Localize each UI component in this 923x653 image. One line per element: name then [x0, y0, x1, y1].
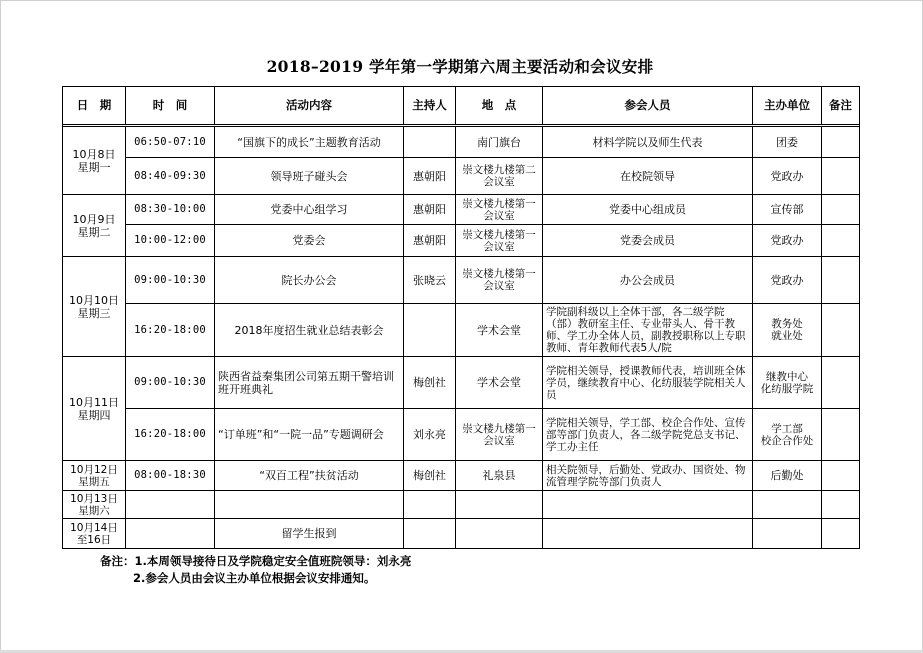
- time-cell: 16:20-18:00: [126, 304, 215, 357]
- organizer-cell: 继教中心 化纺服学院: [753, 357, 822, 409]
- header-attendees: 参会人员: [543, 87, 753, 125]
- organizer-cell: 团委: [753, 127, 822, 158]
- remark-cell: [822, 461, 860, 491]
- page-border-top: [0, 0, 923, 1]
- host-cell: 梅创社: [404, 357, 456, 409]
- activity-cell: “订单班”和“一院一品”专题调研会: [215, 409, 404, 461]
- weekday-label: 星期三: [77, 306, 111, 320]
- activity-cell: “双百工程”扶贫活动: [215, 461, 404, 491]
- date-cell: [63, 257, 126, 357]
- activity-cell: 陕西省益秦集团公司第五期干警培训班开班典礼: [215, 357, 404, 409]
- header-place: 地 点: [456, 87, 543, 125]
- organizer-cell: [753, 491, 822, 519]
- date-cell: [63, 491, 126, 519]
- attendees-cell: 办公会成员: [543, 257, 753, 304]
- attendees-cell: [543, 519, 753, 549]
- place-cell: [456, 519, 543, 549]
- date-label: 10月12日: [70, 463, 118, 476]
- attendees-cell: 学院副科级以上全体干部，各二级学院（部）教研室主任、专业带头人、骨干教师、学工办全体人员，副教授职称以上专职教师、青年教师代表5人/院: [543, 304, 753, 357]
- table-row: [63, 257, 860, 304]
- attendees-cell: 在校院领导: [543, 158, 753, 195]
- place-cell: 南门旗台: [456, 127, 543, 158]
- table-row: [63, 519, 860, 549]
- weekday-label: 星期一: [77, 160, 111, 174]
- time-cell: 08:30-10:00: [126, 195, 215, 225]
- place-cell: 崇文楼九楼第二会议室: [456, 158, 543, 195]
- page-border-left: [0, 0, 1, 653]
- host-cell: 惠朝阳: [404, 195, 456, 225]
- activity-cell: [215, 491, 404, 519]
- attendees-cell: 相关院领导，后勤处、党政办、国资处、物流管理学院等部门负责人: [543, 461, 753, 491]
- footnotes: [100, 553, 411, 587]
- date-cell: [63, 519, 126, 549]
- date-label: 10月14日: [70, 521, 118, 534]
- activity-cell: 2018年度招生就业总结表彰会: [215, 304, 404, 357]
- table-row: [63, 461, 860, 491]
- place-cell: 礼泉县: [456, 461, 543, 491]
- attendees-cell: [543, 491, 753, 519]
- organizer-cell: 后勤处: [753, 461, 822, 491]
- date-cell: [63, 195, 126, 257]
- time-cell: 10:00-12:00: [126, 225, 215, 257]
- organizer-cell: 教务处 就业处: [753, 304, 822, 357]
- attendees-cell: 学院相关领导，授课教师代表，培训班全体学员，继续教育中心、化纺服装学院相关人员: [543, 357, 753, 409]
- organizer-cell: 党政办: [753, 225, 822, 257]
- header-organizer: 主办单位: [753, 87, 822, 125]
- remark-cell: [822, 304, 860, 357]
- weekday-label: 星期六: [78, 504, 110, 517]
- host-cell: 张晓云: [404, 257, 456, 304]
- organizer-cell: 党政办: [753, 257, 822, 304]
- time-cell: 16:20-18:00: [126, 409, 215, 461]
- activity-cell: 党委中心组学习: [215, 195, 404, 225]
- remark-cell: [822, 357, 860, 409]
- activity-cell: 领导班子碰头会: [215, 158, 404, 195]
- date-cell: [63, 127, 126, 195]
- time-cell: 06:50-07:10: [126, 127, 215, 158]
- attendees-cell: 党委中心组成员: [543, 195, 753, 225]
- activity-cell: “国旗下的成长”主题教育活动: [215, 127, 404, 158]
- host-cell: 刘永亮: [404, 409, 456, 461]
- time-cell: [126, 519, 215, 549]
- activity-cell: 党委会: [215, 225, 404, 257]
- table-row: [63, 127, 860, 158]
- organizer-cell: 学工部 校企合作处: [753, 409, 822, 461]
- host-cell: [404, 519, 456, 549]
- date-label: 10月11日: [69, 395, 119, 409]
- document-title: 2018–2019 学年第一学期第六周主要活动和会议安排: [266, 57, 654, 76]
- activity-cell: 留学生报到: [215, 519, 404, 549]
- place-cell: 崇文楼九楼第一会议室: [456, 257, 543, 304]
- table-row: [63, 409, 860, 461]
- remark-cell: [822, 225, 860, 257]
- table-row: [63, 195, 860, 225]
- weekday-label: 星期四: [77, 408, 111, 422]
- table-row: [63, 225, 860, 257]
- place-cell: 崇文楼九楼第一会议室: [456, 225, 543, 257]
- date-label: 10月9日: [72, 212, 116, 226]
- attendees-cell: 材料学院以及师生代表: [543, 127, 753, 158]
- header-remark: 备注: [822, 87, 860, 125]
- weekday-label: 星期五: [78, 475, 110, 488]
- place-cell: 崇文楼九楼第一会议室: [456, 409, 543, 461]
- table-row: [63, 158, 860, 195]
- time-cell: 09:00-10:30: [126, 257, 215, 304]
- time-cell: 09:00-10:30: [126, 357, 215, 409]
- organizer-cell: [753, 519, 822, 549]
- date-cell: [63, 461, 126, 491]
- date-label: 10月10日: [69, 293, 119, 307]
- place-cell: 崇文楼九楼第一会议室: [456, 195, 543, 225]
- header-row: [63, 87, 860, 125]
- host-cell: [404, 491, 456, 519]
- place-cell: [456, 491, 543, 519]
- date-cell: [63, 357, 126, 461]
- host-cell: [404, 304, 456, 357]
- host-cell: [404, 127, 456, 158]
- header-host: 主持人: [404, 87, 456, 125]
- host-cell: 惠朝阳: [404, 225, 456, 257]
- footnote-2: 2.参会人员由会议主办单位根据会议安排通知。: [133, 571, 376, 585]
- remark-cell: [822, 195, 860, 225]
- remark-cell: [822, 158, 860, 195]
- schedule-table: [62, 86, 860, 549]
- attendees-cell: 党委会成员: [543, 225, 753, 257]
- date-label: 10月8日: [72, 147, 116, 161]
- header-date: 日 期: [63, 87, 126, 125]
- footnote-1: 备注：1.本周领导接待日及学院稳定安全值班院领导：刘永亮: [100, 554, 412, 568]
- host-cell: 惠朝阳: [404, 158, 456, 195]
- time-cell: [126, 491, 215, 519]
- header-time: 时 间: [126, 87, 215, 125]
- attendees-cell: 学院相关领导，学工部、校企合作处、宣传部等部门负责人，各二级学院党总支书记、学工办主任: [543, 409, 753, 461]
- remark-cell: [822, 127, 860, 158]
- organizer-cell: 宣传部: [753, 195, 822, 225]
- date-label: 10月13日: [70, 492, 118, 505]
- activity-cell: 院长办公会: [215, 257, 404, 304]
- organizer-cell: 党政办: [753, 158, 822, 195]
- table-row: [63, 491, 860, 519]
- remark-cell: [822, 257, 860, 304]
- place-cell: 学术会堂: [456, 357, 543, 409]
- header-activity: 活动内容: [215, 87, 404, 125]
- remark-cell: [822, 519, 860, 549]
- remark-cell: [822, 409, 860, 461]
- place-cell: 学术会堂: [456, 304, 543, 357]
- remark-cell: [822, 491, 860, 519]
- table-row: [63, 304, 860, 357]
- weekday-label: 至16日: [76, 533, 112, 546]
- time-cell: 08:40-09:30: [126, 158, 215, 195]
- weekday-label: 星期二: [77, 225, 111, 239]
- time-cell: 08:00-18:30: [126, 461, 215, 491]
- table-row: [63, 357, 860, 409]
- host-cell: 梅创社: [404, 461, 456, 491]
